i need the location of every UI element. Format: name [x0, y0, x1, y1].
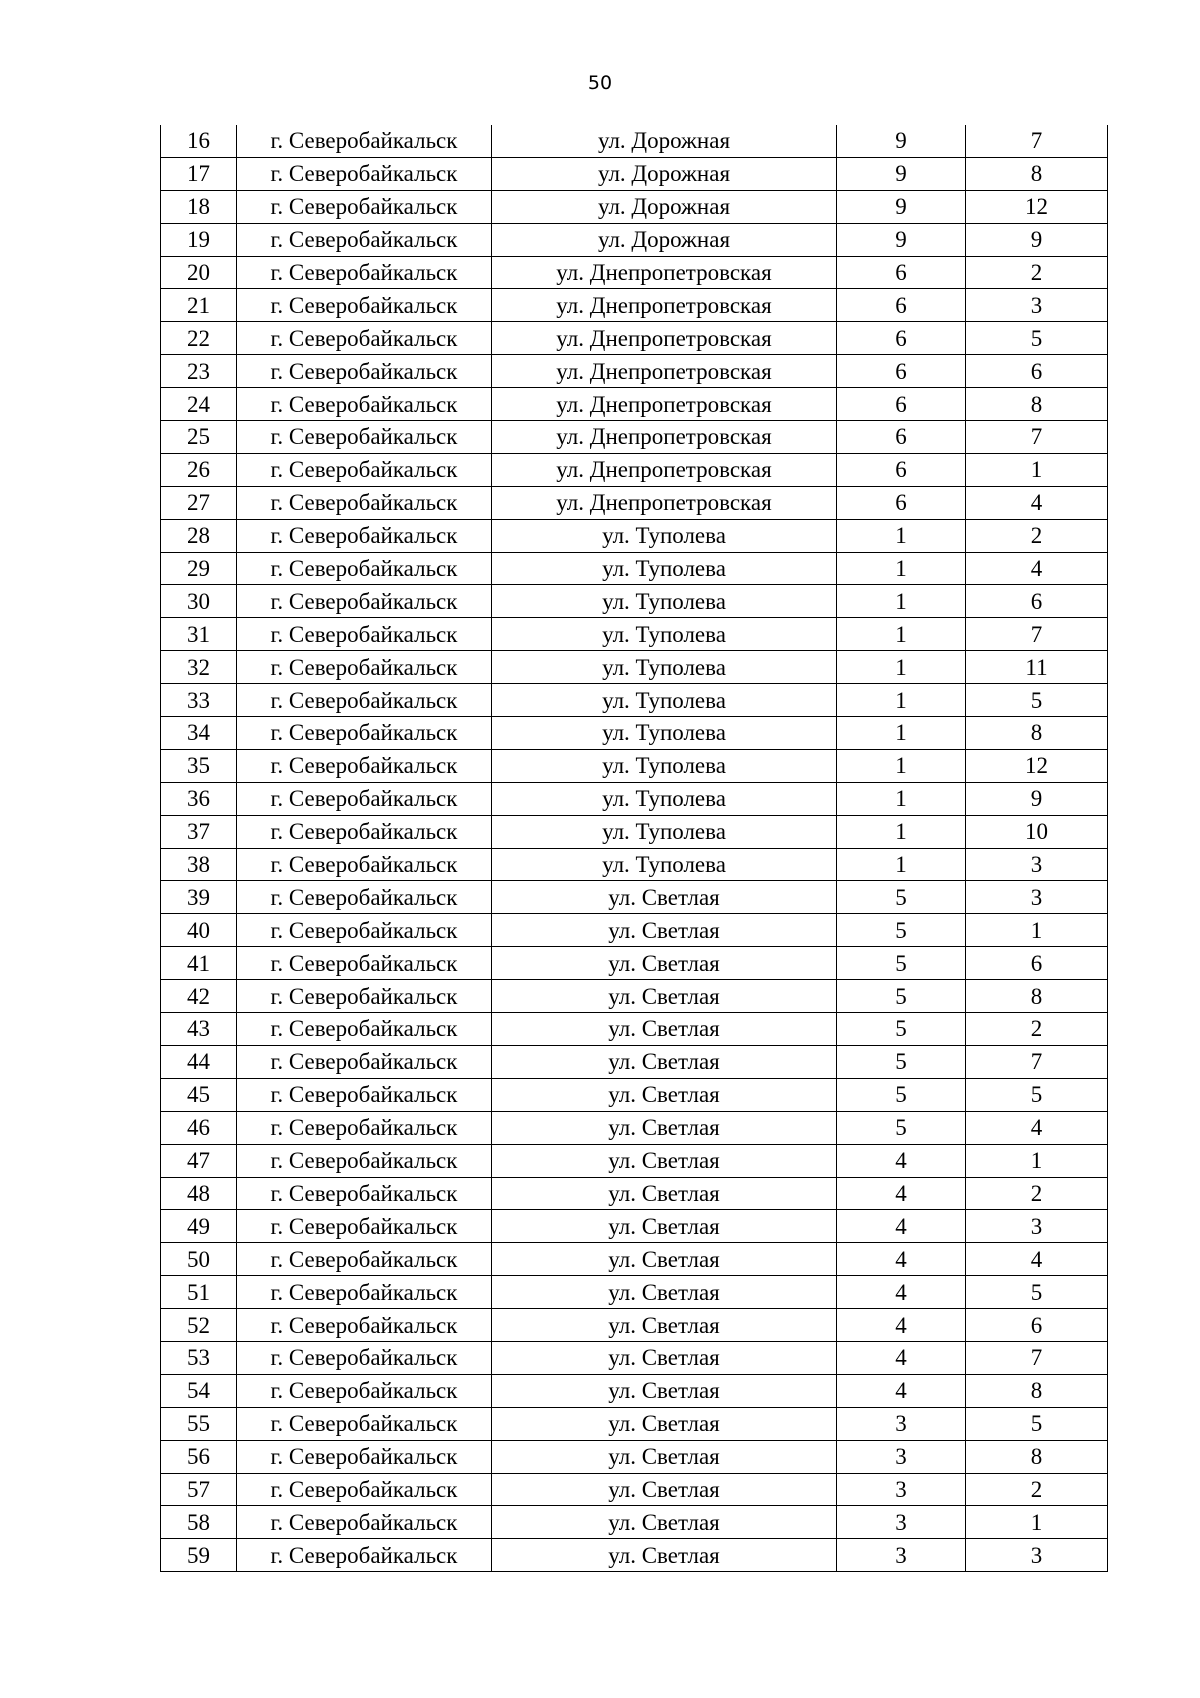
apartment-number-cell: 7	[966, 421, 1108, 454]
address-table-body	[161, 125, 1108, 1572]
house-number-cell: 5	[837, 1111, 966, 1144]
apartment-number-cell: 7	[966, 1045, 1108, 1078]
row-number-cell: 24	[161, 388, 237, 421]
street-cell: ул. Светлая	[492, 881, 837, 914]
city-cell: г. Северобайкальск	[237, 1013, 492, 1046]
city-cell: г. Северобайкальск	[237, 256, 492, 289]
table-row	[161, 1013, 1108, 1046]
row-number-cell: 20	[161, 256, 237, 289]
row-number-cell: 18	[161, 190, 237, 223]
house-number-cell: 6	[837, 421, 966, 454]
apartment-number-cell: 1	[966, 1506, 1108, 1539]
table-row	[161, 1111, 1108, 1144]
house-number-cell: 4	[837, 1341, 966, 1374]
table-row	[161, 947, 1108, 980]
row-number-cell: 53	[161, 1341, 237, 1374]
row-number-cell: 54	[161, 1374, 237, 1407]
house-number-cell: 4	[837, 1210, 966, 1243]
row-number-cell: 39	[161, 881, 237, 914]
row-number-cell: 48	[161, 1177, 237, 1210]
table-row	[161, 618, 1108, 651]
apartment-number-cell: 6	[966, 947, 1108, 980]
row-number-cell: 49	[161, 1210, 237, 1243]
house-number-cell: 4	[837, 1177, 966, 1210]
row-number-cell: 51	[161, 1276, 237, 1309]
apartment-number-cell: 8	[966, 388, 1108, 421]
row-number-cell: 19	[161, 223, 237, 256]
row-number-cell: 36	[161, 782, 237, 815]
row-number-cell: 43	[161, 1013, 237, 1046]
house-number-cell: 6	[837, 388, 966, 421]
row-number-cell: 27	[161, 486, 237, 519]
house-number-cell: 6	[837, 256, 966, 289]
house-number-cell: 5	[837, 1013, 966, 1046]
table-row	[161, 717, 1108, 750]
apartment-number-cell: 5	[966, 1078, 1108, 1111]
row-number-cell: 45	[161, 1078, 237, 1111]
apartment-number-cell: 10	[966, 815, 1108, 848]
house-number-cell: 6	[837, 322, 966, 355]
city-cell: г. Северобайкальск	[237, 1144, 492, 1177]
street-cell: ул. Дорожная	[492, 157, 837, 190]
house-number-cell: 1	[837, 749, 966, 782]
apartment-number-cell: 9	[966, 223, 1108, 256]
apartment-number-cell: 8	[966, 980, 1108, 1013]
house-number-cell: 3	[837, 1539, 966, 1572]
apartment-number-cell: 2	[966, 256, 1108, 289]
city-cell: г. Северобайкальск	[237, 684, 492, 717]
row-number-cell: 16	[161, 125, 237, 157]
apartment-number-cell: 5	[966, 1276, 1108, 1309]
street-cell: ул. Светлая	[492, 1309, 837, 1342]
apartment-number-cell: 8	[966, 717, 1108, 750]
street-cell: ул. Туполева	[492, 684, 837, 717]
street-cell: ул. Светлая	[492, 947, 837, 980]
street-cell: ул. Светлая	[492, 1341, 837, 1374]
row-number-cell: 37	[161, 815, 237, 848]
city-cell: г. Северобайкальск	[237, 421, 492, 454]
house-number-cell: 9	[837, 125, 966, 157]
apartment-number-cell: 5	[966, 322, 1108, 355]
house-number-cell: 1	[837, 552, 966, 585]
row-number-cell: 44	[161, 1045, 237, 1078]
table-row	[161, 651, 1108, 684]
city-cell: г. Северобайкальск	[237, 980, 492, 1013]
table-row	[161, 782, 1108, 815]
house-number-cell: 9	[837, 157, 966, 190]
street-cell: ул. Светлая	[492, 1013, 837, 1046]
house-number-cell: 3	[837, 1506, 966, 1539]
street-cell: ул. Днепропетровская	[492, 289, 837, 322]
row-number-cell: 21	[161, 289, 237, 322]
street-cell: ул. Светлая	[492, 1177, 837, 1210]
city-cell: г. Северобайкальск	[237, 322, 492, 355]
row-number-cell: 22	[161, 322, 237, 355]
table-row	[161, 125, 1108, 157]
row-number-cell: 47	[161, 1144, 237, 1177]
city-cell: г. Северобайкальск	[237, 914, 492, 947]
table-row	[161, 552, 1108, 585]
city-cell: г. Северобайкальск	[237, 717, 492, 750]
city-cell: г. Северобайкальск	[237, 1276, 492, 1309]
street-cell: ул. Светлая	[492, 1078, 837, 1111]
city-cell: г. Северобайкальск	[237, 157, 492, 190]
table-row	[161, 157, 1108, 190]
table-row	[161, 1243, 1108, 1276]
city-cell: г. Северобайкальск	[237, 1177, 492, 1210]
house-number-cell: 5	[837, 1078, 966, 1111]
city-cell: г. Северобайкальск	[237, 289, 492, 322]
house-number-cell: 1	[837, 585, 966, 618]
city-cell: г. Северобайкальск	[237, 1539, 492, 1572]
row-number-cell: 30	[161, 585, 237, 618]
apartment-number-cell: 12	[966, 190, 1108, 223]
table-row	[161, 388, 1108, 421]
house-number-cell: 3	[837, 1473, 966, 1506]
table-row	[161, 881, 1108, 914]
apartment-number-cell: 12	[966, 749, 1108, 782]
street-cell: ул. Туполева	[492, 815, 837, 848]
row-number-cell: 56	[161, 1440, 237, 1473]
table-row	[161, 322, 1108, 355]
house-number-cell: 1	[837, 782, 966, 815]
city-cell: г. Северобайкальск	[237, 618, 492, 651]
house-number-cell: 6	[837, 453, 966, 486]
house-number-cell: 4	[837, 1276, 966, 1309]
table-row	[161, 421, 1108, 454]
table-row	[161, 355, 1108, 388]
street-cell: ул. Светлая	[492, 1440, 837, 1473]
city-cell: г. Северобайкальск	[237, 815, 492, 848]
row-number-cell: 31	[161, 618, 237, 651]
city-cell: г. Северобайкальск	[237, 190, 492, 223]
street-cell: ул. Светлая	[492, 1144, 837, 1177]
table-row	[161, 1440, 1108, 1473]
apartment-number-cell: 4	[966, 486, 1108, 519]
row-number-cell: 58	[161, 1506, 237, 1539]
table-row	[161, 980, 1108, 1013]
city-cell: г. Северобайкальск	[237, 881, 492, 914]
street-cell: ул. Днепропетровская	[492, 256, 837, 289]
street-cell: ул. Светлая	[492, 1210, 837, 1243]
table-row	[161, 223, 1108, 256]
street-cell: ул. Днепропетровская	[492, 421, 837, 454]
apartment-number-cell: 5	[966, 684, 1108, 717]
apartment-number-cell: 4	[966, 1243, 1108, 1276]
street-cell: ул. Днепропетровская	[492, 388, 837, 421]
apartment-number-cell: 8	[966, 1440, 1108, 1473]
row-number-cell: 50	[161, 1243, 237, 1276]
street-cell: ул. Туполева	[492, 717, 837, 750]
apartment-number-cell: 3	[966, 1210, 1108, 1243]
city-cell: г. Северобайкальск	[237, 223, 492, 256]
row-number-cell: 28	[161, 519, 237, 552]
table-row	[161, 190, 1108, 223]
city-cell: г. Северобайкальск	[237, 1506, 492, 1539]
city-cell: г. Северобайкальск	[237, 651, 492, 684]
house-number-cell: 3	[837, 1407, 966, 1440]
city-cell: г. Северобайкальск	[237, 1473, 492, 1506]
street-cell: ул. Светлая	[492, 980, 837, 1013]
house-number-cell: 5	[837, 947, 966, 980]
apartment-number-cell: 3	[966, 289, 1108, 322]
table-row	[161, 914, 1108, 947]
street-cell: ул. Туполева	[492, 782, 837, 815]
city-cell: г. Северобайкальск	[237, 749, 492, 782]
row-number-cell: 38	[161, 848, 237, 881]
house-number-cell: 5	[837, 881, 966, 914]
row-number-cell: 17	[161, 157, 237, 190]
city-cell: г. Северобайкальск	[237, 1243, 492, 1276]
house-number-cell: 4	[837, 1309, 966, 1342]
street-cell: ул. Светлая	[492, 1111, 837, 1144]
house-number-cell: 1	[837, 618, 966, 651]
street-cell: ул. Светлая	[492, 1276, 837, 1309]
row-number-cell: 59	[161, 1539, 237, 1572]
house-number-cell: 1	[837, 684, 966, 717]
apartment-number-cell: 1	[966, 453, 1108, 486]
table-row	[161, 1144, 1108, 1177]
city-cell: г. Северобайкальск	[237, 1309, 492, 1342]
street-cell: ул. Светлая	[492, 1045, 837, 1078]
street-cell: ул. Туполева	[492, 585, 837, 618]
table-row	[161, 1407, 1108, 1440]
page-number: 50	[587, 72, 613, 94]
table-row	[161, 289, 1108, 322]
apartment-number-cell: 3	[966, 881, 1108, 914]
street-cell: ул. Туполева	[492, 848, 837, 881]
house-number-cell: 5	[837, 1045, 966, 1078]
apartment-number-cell: 4	[966, 1111, 1108, 1144]
city-cell: г. Северобайкальск	[237, 388, 492, 421]
apartment-number-cell: 1	[966, 1144, 1108, 1177]
row-number-cell: 34	[161, 717, 237, 750]
house-number-cell: 4	[837, 1144, 966, 1177]
apartment-number-cell: 2	[966, 1473, 1108, 1506]
apartment-number-cell: 9	[966, 782, 1108, 815]
table-row	[161, 585, 1108, 618]
row-number-cell: 42	[161, 980, 237, 1013]
table-row	[161, 1309, 1108, 1342]
row-number-cell: 41	[161, 947, 237, 980]
row-number-cell: 29	[161, 552, 237, 585]
house-number-cell: 4	[837, 1374, 966, 1407]
city-cell: г. Северобайкальск	[237, 355, 492, 388]
row-number-cell: 40	[161, 914, 237, 947]
apartment-number-cell: 6	[966, 585, 1108, 618]
table-row	[161, 1210, 1108, 1243]
street-cell: ул. Днепропетровская	[492, 355, 837, 388]
city-cell: г. Северобайкальск	[237, 552, 492, 585]
city-cell: г. Северобайкальск	[237, 848, 492, 881]
street-cell: ул. Светлая	[492, 914, 837, 947]
table-row	[161, 1341, 1108, 1374]
house-number-cell: 9	[837, 190, 966, 223]
house-number-cell: 5	[837, 914, 966, 947]
street-cell: ул. Туполева	[492, 519, 837, 552]
house-number-cell: 1	[837, 848, 966, 881]
street-cell: ул. Туполева	[492, 651, 837, 684]
house-number-cell: 6	[837, 486, 966, 519]
table-row	[161, 1506, 1108, 1539]
row-number-cell: 26	[161, 453, 237, 486]
apartment-number-cell: 7	[966, 1341, 1108, 1374]
apartment-number-cell: 7	[966, 618, 1108, 651]
street-cell: ул. Светлая	[492, 1506, 837, 1539]
house-number-cell: 6	[837, 289, 966, 322]
street-cell: ул. Светлая	[492, 1473, 837, 1506]
city-cell: г. Северобайкальск	[237, 947, 492, 980]
table-row	[161, 1374, 1108, 1407]
row-number-cell: 57	[161, 1473, 237, 1506]
house-number-cell: 4	[837, 1243, 966, 1276]
row-number-cell: 25	[161, 421, 237, 454]
apartment-number-cell: 5	[966, 1407, 1108, 1440]
street-cell: ул. Туполева	[492, 749, 837, 782]
table-row	[161, 815, 1108, 848]
house-number-cell: 3	[837, 1440, 966, 1473]
street-cell: ул. Светлая	[492, 1407, 837, 1440]
house-number-cell: 5	[837, 980, 966, 1013]
city-cell: г. Северобайкальск	[237, 1078, 492, 1111]
street-cell: ул. Днепропетровская	[492, 322, 837, 355]
house-number-cell: 1	[837, 519, 966, 552]
table-row	[161, 256, 1108, 289]
street-cell: ул. Туполева	[492, 618, 837, 651]
row-number-cell: 52	[161, 1309, 237, 1342]
street-cell: ул. Дорожная	[492, 125, 837, 157]
apartment-number-cell: 1	[966, 914, 1108, 947]
street-cell: ул. Светлая	[492, 1374, 837, 1407]
city-cell: г. Северобайкальск	[237, 453, 492, 486]
row-number-cell: 32	[161, 651, 237, 684]
table-row	[161, 848, 1108, 881]
apartment-number-cell: 6	[966, 355, 1108, 388]
table-row	[161, 1276, 1108, 1309]
address-table	[160, 125, 1108, 1572]
house-number-cell: 1	[837, 651, 966, 684]
street-cell: ул. Днепропетровская	[492, 453, 837, 486]
table-row	[161, 1473, 1108, 1506]
city-cell: г. Северобайкальск	[237, 125, 492, 157]
city-cell: г. Северобайкальск	[237, 1374, 492, 1407]
table-row	[161, 1177, 1108, 1210]
street-cell: ул. Днепропетровская	[492, 486, 837, 519]
apartment-number-cell: 8	[966, 157, 1108, 190]
table-row	[161, 749, 1108, 782]
apartment-number-cell: 2	[966, 1177, 1108, 1210]
city-cell: г. Северобайкальск	[237, 1045, 492, 1078]
apartment-number-cell: 11	[966, 651, 1108, 684]
house-number-cell: 1	[837, 815, 966, 848]
row-number-cell: 35	[161, 749, 237, 782]
city-cell: г. Северобайкальск	[237, 585, 492, 618]
row-number-cell: 46	[161, 1111, 237, 1144]
city-cell: г. Северобайкальск	[237, 1440, 492, 1473]
row-number-cell: 33	[161, 684, 237, 717]
city-cell: г. Северобайкальск	[237, 486, 492, 519]
apartment-number-cell: 6	[966, 1309, 1108, 1342]
city-cell: г. Северобайкальск	[237, 519, 492, 552]
row-number-cell: 55	[161, 1407, 237, 1440]
street-cell: ул. Светлая	[492, 1539, 837, 1572]
table-row	[161, 684, 1108, 717]
city-cell: г. Северобайкальск	[237, 1111, 492, 1144]
house-number-cell: 6	[837, 355, 966, 388]
apartment-number-cell: 3	[966, 1539, 1108, 1572]
city-cell: г. Северобайкальск	[237, 1341, 492, 1374]
apartment-number-cell: 4	[966, 552, 1108, 585]
table-row	[161, 519, 1108, 552]
table-row	[161, 486, 1108, 519]
city-cell: г. Северобайкальск	[237, 1407, 492, 1440]
city-cell: г. Северобайкальск	[237, 1210, 492, 1243]
table-row	[161, 1045, 1108, 1078]
apartment-number-cell: 3	[966, 848, 1108, 881]
table-row	[161, 1078, 1108, 1111]
row-number-cell: 23	[161, 355, 237, 388]
street-cell: ул. Светлая	[492, 1243, 837, 1276]
street-cell: ул. Дорожная	[492, 190, 837, 223]
apartment-number-cell: 2	[966, 519, 1108, 552]
table-row	[161, 453, 1108, 486]
apartment-number-cell: 2	[966, 1013, 1108, 1046]
table-row	[161, 1539, 1108, 1572]
street-cell: ул. Туполева	[492, 552, 837, 585]
street-cell: ул. Дорожная	[492, 223, 837, 256]
city-cell: г. Северобайкальск	[237, 782, 492, 815]
house-number-cell: 1	[837, 717, 966, 750]
apartment-number-cell: 8	[966, 1374, 1108, 1407]
house-number-cell: 9	[837, 223, 966, 256]
apartment-number-cell: 7	[966, 125, 1108, 157]
